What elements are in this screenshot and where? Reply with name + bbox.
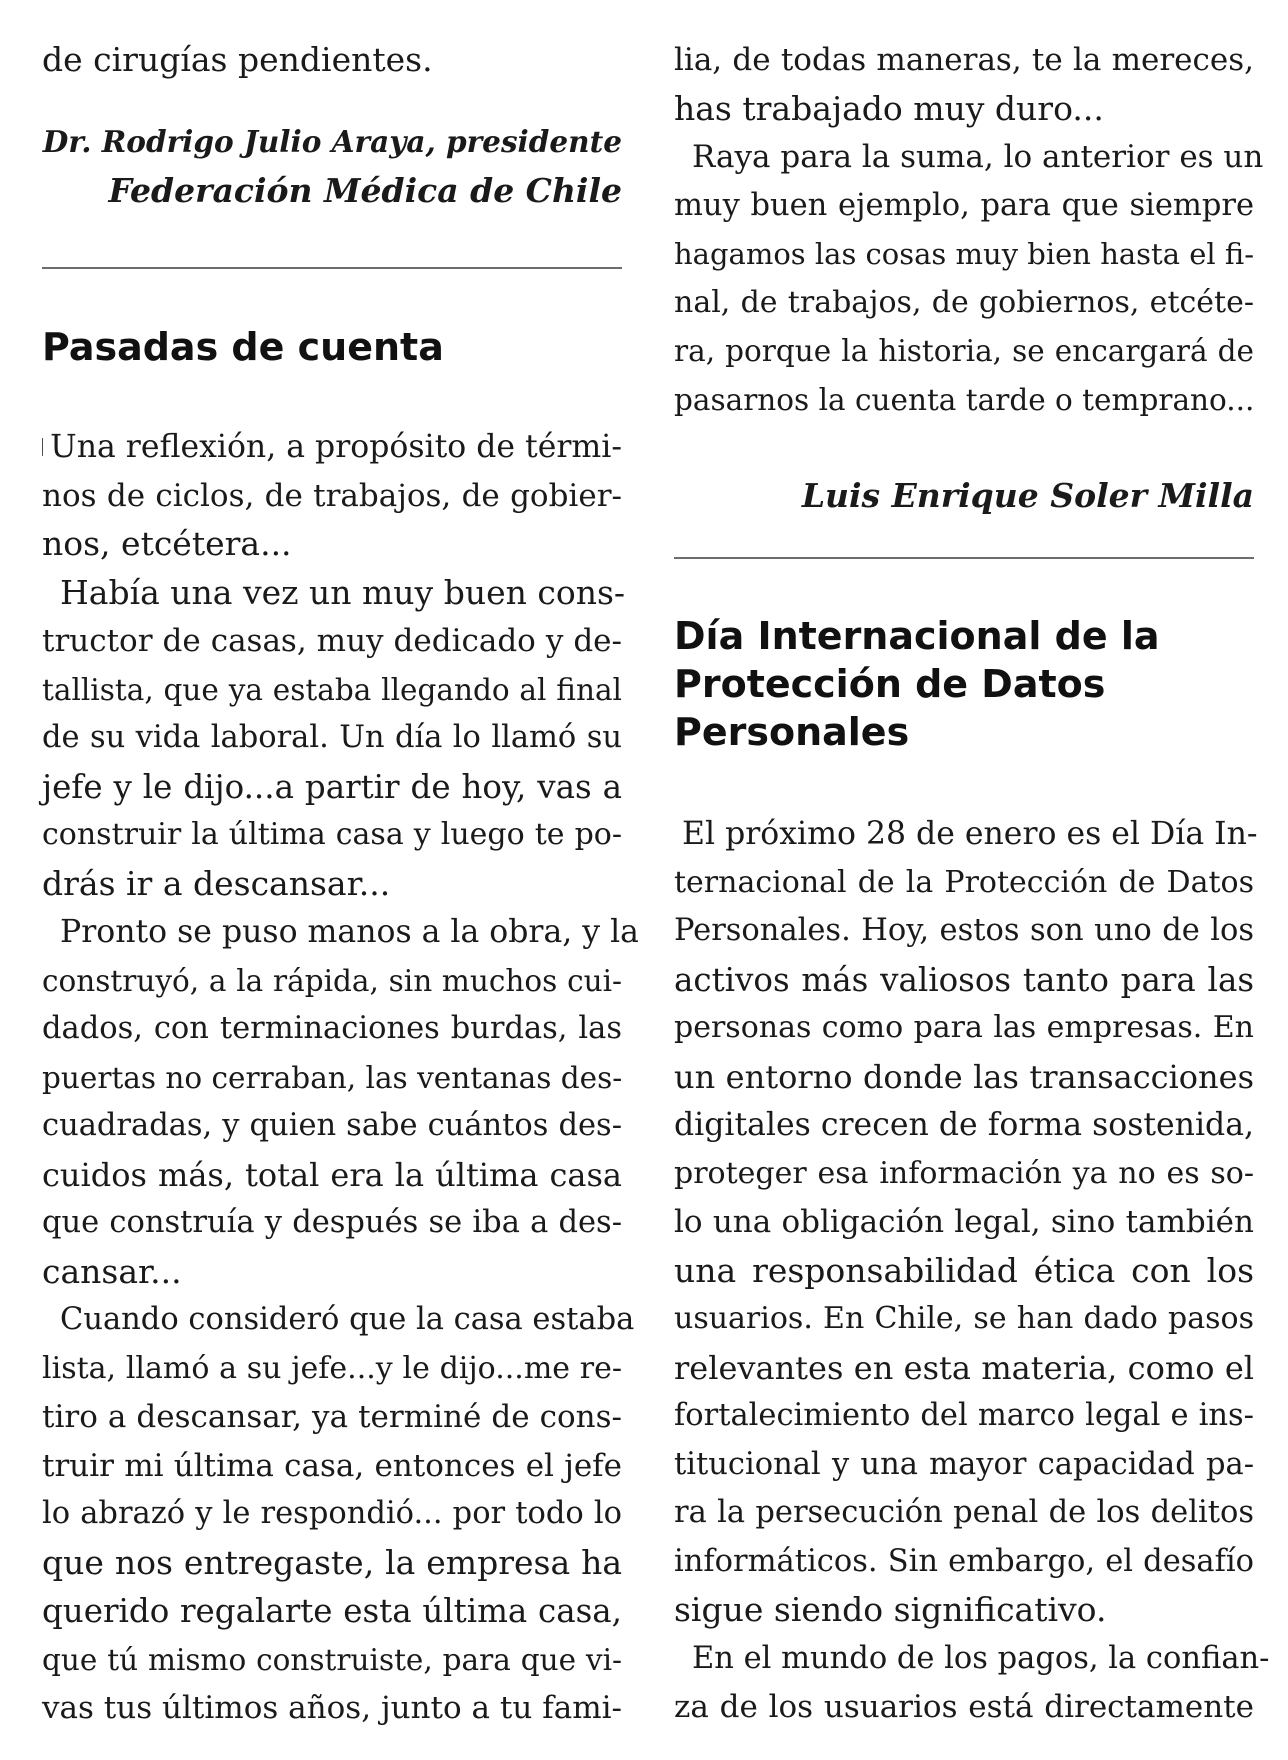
body-line: proteger esa información ya no es so- [674,1155,1254,1191]
lead-line [42,423,622,472]
body-line: Cuando consideró que la casa estaba [60,1302,635,1337]
body-line: dados, con terminaciones burdas, las [42,1011,622,1046]
body-line: ternacional de la Protección de Datos [674,864,1254,900]
section-divider [674,557,1254,559]
body-line: relevantes en esta materia, como el [674,1348,1254,1387]
body-line: hagamos las cosas muy bien hasta el fi- [674,237,1254,271]
body-line: za de los usuarios está directamente [674,1689,1254,1725]
body-line: Pronto se puso manos a la obra, y la [60,914,639,950]
article-body [42,423,639,1733]
body-line: activos más valiosos tanto para las [674,960,1254,999]
body-line: informáticos. Sin embargo, el desafío [674,1543,1254,1579]
article-body [674,810,1270,1732]
article-title [674,612,1254,756]
signature-line: Dr. Rodrigo Julio Araya, presidente [42,124,622,159]
body-line: cansar... [42,1251,182,1291]
body-line: tiro a descansar, ya terminé de cons- [42,1399,622,1435]
section-divider [42,267,622,269]
signature-line: Luis Enrique Soler Milla [801,476,1254,515]
body-line: construyó, a la rápida, sin muchos cui- [42,963,622,998]
article-heading-line: Día Internacional de la [674,614,1160,658]
body-line: que nos entregaste, la empresa ha [42,1542,622,1582]
previous-letter-ending [42,36,622,85]
body-line: drás ir a descansar... [42,863,391,903]
body-line: nos de ciclos, de trabajos, de gobier- [42,477,622,514]
body-line: nos, etcétera... [42,524,292,563]
body-line: Una reflexión, a propósito de térmi- [50,429,622,465]
article-heading-line: Personales [674,710,910,754]
body-line: Había una vez un muy buen cons- [60,572,626,612]
body-line: usuarios. En Chile, se han dado pasos [674,1301,1254,1336]
body-line: fortalecimiento del marco legal e ins- [674,1398,1254,1433]
article-heading-line: Protección de Datos [674,662,1106,706]
body-line: lista, llamó a su jefe...y le dijo...me re- [42,1350,622,1386]
body-line: personas como para las empresas. En [674,1010,1254,1045]
body-line: El próximo 28 de enero es el Día In- [682,816,1258,852]
body-line: cuidos más, total era la última casa [42,1155,622,1194]
body-line: pasarnos la cuenta tarde o temprano... [674,382,1255,417]
body-line: cuadradas, y quien sabe cuántos des- [42,1108,622,1143]
body-line: digitales crecen de forma sostenida, [674,1107,1254,1143]
body-line: truir mi última casa, entonces el jefe [42,1447,622,1484]
body-line: Raya para la suma, lo anterior es un [692,139,1264,175]
body-line: lo abrazó y le respondió... por todo lo [42,1496,622,1531]
article-continuation [674,36,1264,424]
body-line: querido regalarte esta última casa, [42,1592,622,1630]
body-line: sigue siendo significativo. [674,1590,1107,1629]
body-line: tallista, que ya estaba llegando al final [42,672,622,707]
body-line: de su vida laboral. Un día lo llamó su [42,720,622,755]
lead-line [674,810,1258,859]
body-line: En el mundo de los pagos, la confian- [692,1640,1270,1676]
body-line: nal, de trabajos, de gobiernos, etcéte- [674,284,1254,320]
body-line: un entorno donde las transacciones [674,1057,1254,1096]
body-line: lia, de todas maneras, te la mereces, [674,42,1254,78]
body-line: Personales. Hoy, estos son uno de los [674,913,1254,948]
body-line: una responsabilidad ética con los [674,1250,1254,1290]
article-signature [674,472,1254,521]
article-title [42,323,622,371]
article-heading: Pasadas de cuenta [42,325,444,369]
body-line: construir la última casa y luego te po- [42,817,622,852]
body-line: tructor de casas, muy dedicado y de- [42,623,622,659]
body-line: vas tus últimos años, junto a tu fami- [42,1690,622,1726]
signature-line: Federación Médica de Chile [108,170,622,210]
body-line: que construía y después se iba a des- [42,1205,622,1240]
body-line: jefe y le dijo...a partir de hoy, vas a [42,767,622,806]
body-line: lo una obligación legal, sino también [674,1204,1254,1240]
body-line: muy buen ejemplo, para que siempre [674,187,1254,223]
letter-signature [42,118,622,215]
body-line: ra, porque la historia, se encargará de [674,334,1254,368]
body-line: titucional y una mayor capacidad pa- [674,1446,1254,1482]
body-line: ra la persecución penal de los delitos [674,1495,1254,1530]
body-line: puertas no cerraban, las ventanas des- [42,1060,623,1095]
body-line: de cirugías pendientes. [42,40,433,79]
body-line: has trabajado muy duro... [674,88,1104,128]
body-line: que tú mismo construiste, para que vi- [42,1642,622,1677]
